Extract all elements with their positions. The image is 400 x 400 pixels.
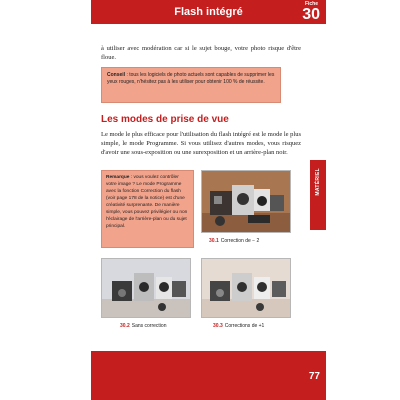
figure-number: 30.1	[209, 238, 219, 244]
photo-correction-plus-1	[201, 258, 291, 318]
cameras-photo-image	[202, 171, 290, 232]
photo-caption	[213, 323, 264, 329]
page	[91, 0, 326, 400]
photo-correction-minus-2	[201, 170, 291, 233]
photo-sans-correction	[101, 258, 191, 318]
tip-label: Conseil	[107, 72, 126, 78]
note-box	[101, 170, 194, 248]
footer-bar	[91, 351, 326, 400]
tip-box	[101, 67, 281, 103]
figure-caption: Sans correction	[131, 323, 167, 329]
page-number: 77	[308, 371, 320, 382]
header-bar	[91, 0, 326, 24]
figure-caption: Correction de − 2	[220, 238, 260, 244]
section-heading: Les modes de prise de vue	[101, 114, 229, 125]
section-paragraph: Le mode le plus efficace pour l'utilisation du flash intégré est le mode le plus simple, le mode Programme. Si vous utilisez d'autres modes, vous risquez d'avoir une sous-exposition ou une surexposition et un arrière-plan noir.	[101, 131, 301, 156]
note-label: Remarque	[106, 175, 130, 180]
photo-caption	[120, 323, 166, 329]
side-tab-label: MATÉRIEL	[315, 168, 321, 196]
side-tab	[310, 160, 326, 230]
figure-caption: Corrections de +1	[224, 323, 265, 329]
figure-number: 30.2	[120, 323, 130, 329]
cameras-photo-image	[102, 259, 190, 317]
fiche-label: Fiche	[304, 1, 318, 7]
intro-paragraph: à utiliser avec modération car si le sujet bouge, votre photo risque d'être floue.	[101, 45, 301, 61]
tip-text: : tous les logiciels de photo actuels sont capables de supprimer les yeux rouges, n'hésitez pas à les utiliser pour obtenir 100 % de réussite.	[107, 72, 275, 85]
page-title: Flash intégré	[174, 6, 243, 18]
figure-number: 30.3	[213, 323, 223, 329]
fiche-number: 30	[302, 6, 320, 23]
photo-caption	[209, 238, 259, 244]
note-text: : vous voulez contrôler votre image ? Le mode Programme avec la fonction Correction du flash (voir page 178 de la notice) est d'une créativité surprenante. De manière simple, vous pouvez privilégier ou non l'éclairage de l'arrière-plan ou du sujet principal.	[106, 175, 188, 229]
cameras-photo-image	[202, 259, 290, 317]
